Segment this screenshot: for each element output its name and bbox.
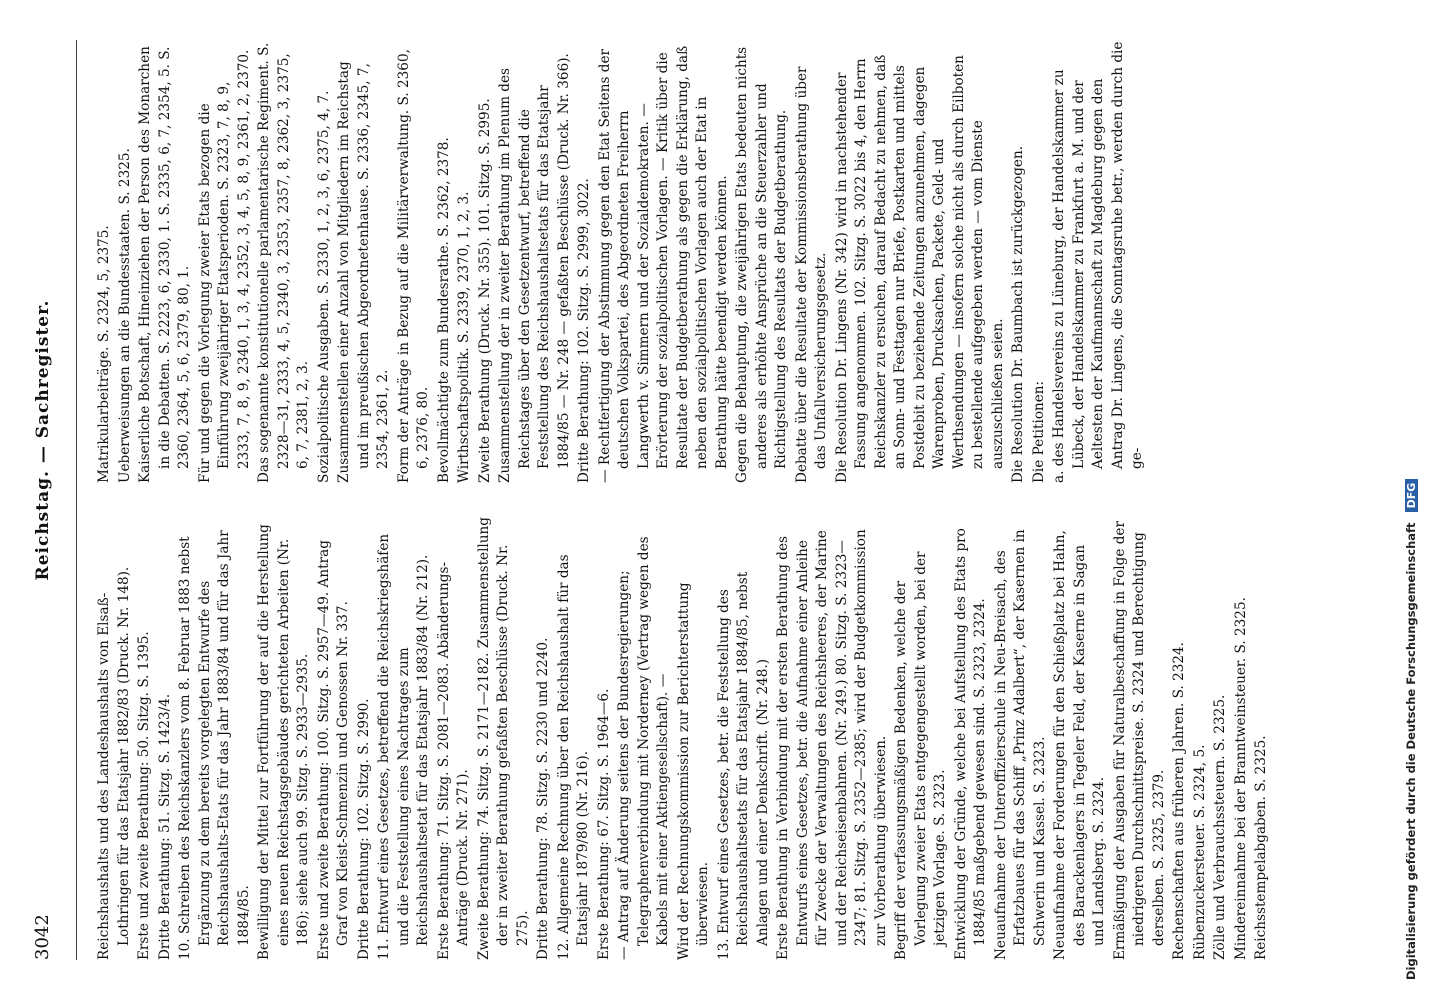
register-entry: Erste Berathung: 71. Sitzg. S. 2081—2083. Abänderungs-Anträge (Druck. Nr. 271). (435, 561, 471, 960)
register-entry: Rechenschaften aus früheren Jahren. S. 2324. (1171, 641, 1187, 960)
register-entry: Rübenzuckersteuer. S. 2324, 5. (1191, 744, 1208, 960)
register-entry: Dritte Berathung: 102. Sitzg. S. 2999, 3022. (576, 178, 592, 483)
register-entry: — Antrag auf Änderung seitens der Bundesregierungen; Telegraphenverbindung mit Norderney (Vertrag wegen des Kabels mit einer Aktiengesellschaft). — (616, 536, 671, 960)
register-entry: a. des Handelsvereins zu Lüneburg, der Handelskammer zu Lübeck, der Handelskammer zu Frankfurt a. M. und der Aeltesten der Kaufmannschaft zu Magdeburg gegen den Antrag Dr. Lingens, die Sonntagsruhe betr., werden durch die ge- (1051, 41, 1145, 483)
register-entry: Bevollmächtigte zum Bundesrathe. S. 2362, 2378. (435, 137, 452, 483)
register-entry: Kaiserliche Botschaft, Hineinziehen der Person des Monarchen in die Debatten. S. 2223, 6, 2330, 1. S. 2335, 6, 7, 2354, 5. S. 2360, 2364, 5, 6, 2379, 80, 1. (137, 46, 192, 483)
dfg-logo: DFG (1405, 479, 1418, 513)
register-entry: Wird der Rechnungskommission zur Berichterstattung überwiesen. (675, 582, 711, 960)
register-entry: Erste und zweite Berathung: 50. Sitzg. S. 1395. (136, 631, 152, 960)
register-entry: Debatte über die Resultate der Kommissionsberathung über das Unfallversicherungsgesetz. (793, 66, 829, 483)
register-entry: Erste und zweite Berathung: 100. Sitzg. S. 2957—49. Antrag Graf von Kleist-Schmenzin und Genossen Nr. 337. (315, 540, 351, 960)
register-entry: 13. Entwurf eines Gesetzes, betr. die Feststellung des Reichshaushaltsetats für das Etatsjahr 1884/85, nebst Anlagen und einer Denkschrift. (Nr. 248.) (715, 571, 771, 960)
register-entry: Neuaufnahme der Forderungen für den Schießplatz bei Hahn, des Barackenlagers in Tegeler Feld, der Kaserne in Sagan und Landsberg. S. 2324. (1052, 530, 1107, 960)
register-entry: Ueberweisungen an die Bundesstaaten. S. 2325. (116, 148, 133, 483)
register-entry: Entwicklung der Gründe, welche bei Aufstellung des Etats pro 1884/85 maßgebend gewesen sind. S. 2323, 2324. (952, 528, 988, 960)
register-entry: 12. Allgemeine Rechnung über den Reichshaushalt für das Etatsjahr 1879/80 (Nr. 216). (555, 554, 591, 960)
register-entry: Erste Berathung: 67. Sitzg. S. 1964—6. (595, 688, 612, 960)
register-entry: Begriff der verfassungsmäßigen Bedenken, welche der Vorlegung zweier Etats entgegengestellt worden, bei der jetzigen Vorlage. S. 2323. (893, 551, 948, 960)
running-title: Reichstag. — Sachregister. (33, 299, 53, 581)
register-entry: Zweite Berathung (Druck. Nr. 355). 101. Sitzg. S. 2995. (476, 98, 493, 483)
register-entry: Reichshaushalts und des Landeshaushalts von Elsaß-Lothringen für das Etatsjahr 1882/83 (Druck. Nr. 148). (96, 566, 132, 960)
running-head (32, 40, 72, 960)
register-entry: Dritte Berathung: 102. Sitzg. S. 2990. (355, 698, 372, 960)
text-columns (95, 40, 1273, 960)
right-column (95, 40, 1273, 483)
register-entry: Zusammenstellen einer Anzahl von Mitgliedern im Reichstag und im preußischen Abgeordnetenhause. S. 2336, 2345, 7, 2354, 2361, 2. (336, 61, 391, 483)
digitization-credit (1398, 0, 1432, 1000)
register-entry: Wirthschaftspolitik. S. 2339, 2370, 1, 2, 3. (456, 191, 472, 483)
register-entry: Zölle und Verbrauchssteuern. S. 2325. (1212, 694, 1228, 960)
register-entry: Die Resolution Dr. Baumbach ist zurückgezogen. (1010, 145, 1026, 483)
register-entry: 10. Schreiben des Reichskanzlers vom 8. Februar 1883 nebst Ergänzung zu dem bereits vorgelegten Entwurfe des Reichshaushalts-Etats für das Jahr 1883/84 und für das Jahr 1884/85. (177, 530, 252, 960)
register-entry: Die Petitionen: (1030, 380, 1047, 483)
register-entry: Gegen die Behauptung, die zweijährigen Etats bedeuten nichts anderes als erhöhte Ansprüche an die Steuerzahler und Richtigstellung des Resultats der Budgetberathung. (734, 46, 789, 483)
register-entry: Sozialpolitische Ausgaben. S. 2330, 1, 2, 3, 6, 2375, 4, 7. (315, 90, 332, 483)
register-entry: Ermäßigung der Ausgaben für Naturalbeschaffung in Folge der niedrigeren Durchschnittspreise. S. 2324 und Berechtigung derselben. S. 2325, 2379. (1111, 521, 1167, 960)
register-entry: Zusammenstellung der in zweiter Berathung im Plenum des Reichstages über den Gesetzentwurf, betreffend die Feststellung des Reichshaushaltsetats für das Etatsjahr 1884/85 — Nr. 248 — gefaßten Beschlüsse (Druck. Nr. 366). (497, 53, 572, 483)
register-entry: Zweite Berathung: 74. Sitzg. S. 2171—2182. Zusammenstellung der in zweiter Berathung gefaßten Beschlüsse (Druck. Nr. 275). (475, 517, 531, 960)
credit-text: Digitalisierung gefördert durch die Deutsche Forschungsgemeinschaft (1404, 522, 1418, 980)
register-entry: Erste Berathung in Verbindung mit der ersten Berathung des Entwurfs eines Gesetzes, betr. die Aufnahme einer Anleihe für Zwecke der Verwaltungen des Reichsheeres, der Marine und der Reichseisenbahnen. (Nr. 249.) 80. Sitzg. S. 2323—2347; 81. Sitzg. S. 2352—2385; wird der Budgetkommission zur Vorberathung überwiesen. (775, 529, 889, 960)
register-entry: Dritte Berathung: 78. Sitzg. S. 2230 und 2240. (535, 637, 551, 960)
register-entry: Matrikularbeiträge. S. 2324, 5, 2375. (96, 225, 112, 483)
left-column (95, 517, 1273, 960)
register-entry: Form der Anträge in Bezug auf die Militärverwaltung. S. 2360, 6, 2376, 80. (395, 49, 431, 483)
register-entry: Die Resolution Dr. Lingens (Nr. 342) wird in nachstehender Fassung angenommen. 102. Sitzg. S. 3022 bis 4, den Herrn Reichskanzler zu ersuchen, darauf Bedacht zu nehmen, daß an Sonn- und Festtagen nur Briefe, Postkarten und mittels Postdebit zu beziehende Zeitungen anzunehmen, dagegen Warenproben, Drucksachen, Packete, Geld- und Werthsendungen — insofern solche nicht als durch Eilboten zu bestellende aufgegeben werden — vom Dienste auszuschließen seien. (833, 54, 1006, 483)
register-entry: — Rechtfertigung der Abstimmung gegen den Etat Seitens der deutschen Volkspartei, des Abgeordneten Freiherrn Langwerth v. Simmern und der Sozialdemokraten. — Erörterung der sozialpolitischen Vorlagen. — Kritik über die Resultate der Budgetberathung als gegen die Erklärung, daß neben den sozialpolitischen Vorlagen auch der Etat in Berathung hätte beendigt werden können. (596, 45, 730, 483)
register-entry: Das sogenannte konstitutionelle parlamentarische Regiment. S. 2328—31, 2333, 4, 5, 2340, 3, 2353, 2357, 8, 2362, 3, 2375, 6, 7, 2381, 2, 3. (256, 42, 311, 483)
register-entry: 11. Entwurf eines Gesetzes, betreffend die Reichskriegshäfen und die Feststellung eines Nachtrages zum Reichshaushaltsetat für das Etatsjahr 1883/84 (Nr. 212). (376, 533, 431, 960)
register-entry: Neuaufnahme der Unteroffizierschule in Neu-Breisach, des Erfatzbaues für das Schiff „Prinz Adalbert“, der Kasernen in Schwerin und Kassel. S. 2323. (992, 529, 1048, 960)
register-entry: Mindereinnahme bei der Branntweinsteuer. S. 2325. (1232, 597, 1249, 960)
register-entry: Dritte Berathung: 51. Sitzg. S. 1423/4. (156, 693, 173, 960)
credit-text-wrapper (1404, 479, 1418, 980)
header-rule (76, 40, 77, 960)
register-entry: Bewilligung der Mittel zur Fortführung der auf die Herstellung eines neuen Reichstagsgebäudes gerichteten Arbeiten (Nr. 186); siehe auch 99. Sitzg. S. 2933—2935. (256, 524, 311, 960)
register-entry: Für und gegen die Vorlegung zweier Etats bezogen die Einführung zweijähriger Etatsperioden. S. 2323, 7, 8, 9, 2333, 7, 8, 9, 2340, 1, 3, 4, 2352, 3, 4, 5, 8, 9, 2361, 2, 2370. (196, 49, 252, 483)
register-entry: Reichsstempelabgaben. S. 2325. (1253, 735, 1269, 960)
page-number: 3042 (32, 914, 53, 960)
